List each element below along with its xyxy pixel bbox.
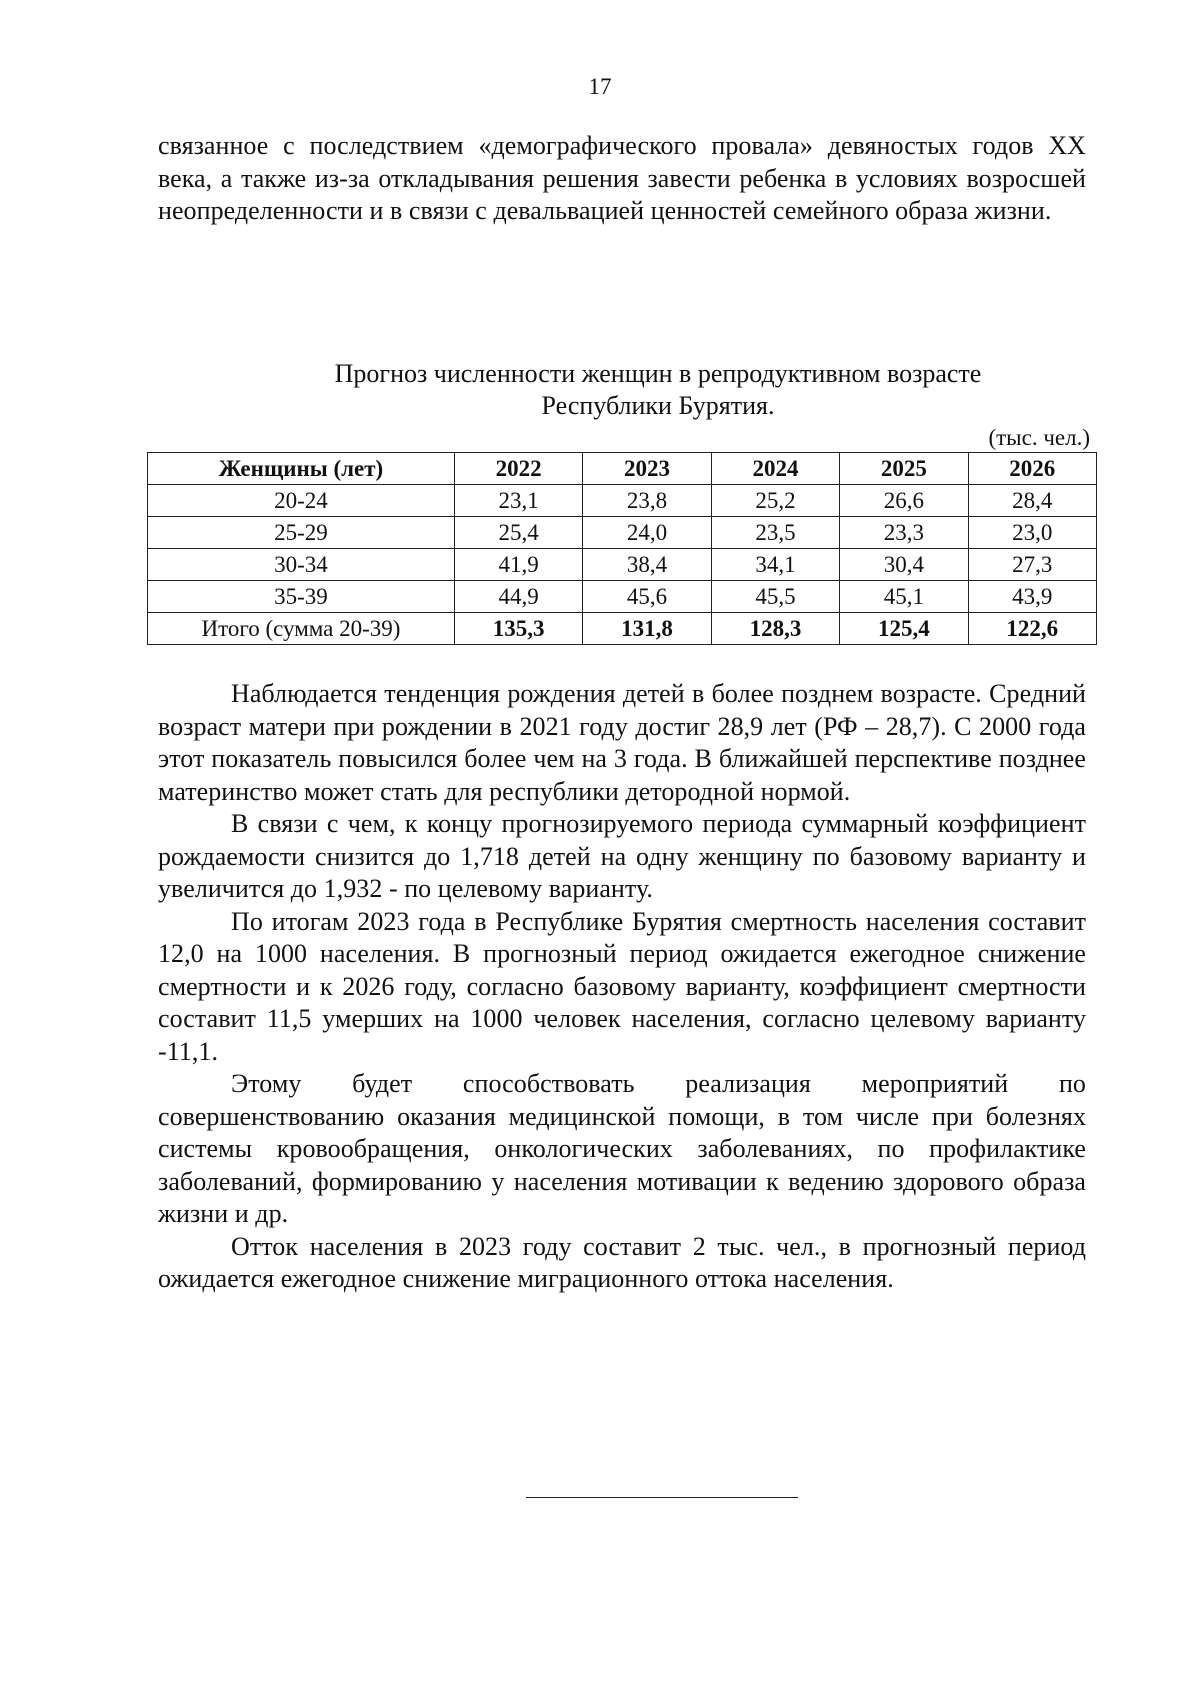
header-age-group: Женщины (лет)	[148, 453, 455, 485]
table-cell: 23,8	[583, 485, 711, 517]
header-year-2026: 2026	[968, 453, 1096, 485]
table-cell: 34,1	[711, 549, 839, 581]
table-cell: 23,3	[840, 517, 968, 549]
table-cell: 28,4	[968, 485, 1096, 517]
paragraph-mortality: По итогам 2023 года в Республике Бурятия смертность населения составит 12,0 на 1000 населения. В прогнозный период ожидается ежегодное снижение смертности и к 2026 году, согласно базовому варианту, коэффициент смертности составит 11,5 умерших на 1000 человек населения, согласно целевому варианту -11,1.	[158, 906, 1086, 1066]
row-label: 35-39	[148, 581, 455, 613]
table-caption-line-1: Прогноз численности женщин в репродуктивном возрасте	[334, 359, 982, 388]
header-year-2024: 2024	[711, 453, 839, 485]
body-text-block	[158, 678, 1086, 1296]
table-cell: 41,9	[454, 549, 582, 581]
table-cell: 43,9	[968, 581, 1096, 613]
footer-divider-line	[526, 1497, 798, 1498]
table-caption-line-2: Республики Бурятия.	[541, 391, 775, 420]
row-label: 20-24	[148, 485, 455, 517]
table-row	[148, 485, 1097, 517]
table-cell: 26,6	[840, 485, 968, 517]
table-row	[148, 549, 1097, 581]
table-cell: 45,5	[711, 581, 839, 613]
paragraph-late-motherhood: Наблюдается тенденция рождения детей в более позднем возрасте. Средний возраст матери при рождении в 2021 году достиг 28,9 лет (РФ – 28,7). С 2000 года этот показатель повысился более чем на 3 года. В ближайшей перспективе позднее материнство может стать для республики детородной нормой.	[158, 679, 1086, 806]
table-cell: 23,5	[711, 517, 839, 549]
total-cell: 125,4	[840, 613, 968, 645]
table-total-row	[148, 613, 1097, 645]
table-cell: 44,9	[454, 581, 582, 613]
total-cell: 131,8	[583, 613, 711, 645]
intro-paragraph: связанное с последствием «демографического провала» девяностых годов XX века, а также из-за откладывания решения завести ребенка в условиях возросшей неопределенности и в связи с девальвацией ценностей семейного образа жизни.	[158, 131, 1086, 225]
table-cell: 23,0	[968, 517, 1096, 549]
row-label: 30-34	[148, 549, 455, 581]
table-cell: 24,0	[583, 517, 711, 549]
women-forecast-table	[147, 452, 1097, 645]
total-cell: 128,3	[711, 613, 839, 645]
header-year-2022: 2022	[454, 453, 582, 485]
table-row	[148, 581, 1097, 613]
row-label: 25-29	[148, 517, 455, 549]
paragraph-migration: Отток населения в 2023 году составит 2 тыс. чел., в прогнозный период ожидается ежегодное снижение миграционного оттока населения.	[158, 1231, 1086, 1293]
table-cell: 45,1	[840, 581, 968, 613]
paragraph-fertility-rate: В связи с чем, к концу прогнозируемого периода суммарный коэффициент рождаемости снизится до 1,718 детей на одну женщину по базовому варианту и увеличится до 1,932 - по целевому варианту.	[158, 809, 1086, 903]
table-cell: 23,1	[454, 485, 582, 517]
page-number: 17	[588, 74, 612, 99]
table-cell: 25,2	[711, 485, 839, 517]
header-year-2025: 2025	[840, 453, 968, 485]
table-header-row	[148, 453, 1097, 485]
table-cell: 30,4	[840, 549, 968, 581]
table-row	[148, 517, 1097, 549]
table-unit-label: (тыс. чел.)	[988, 425, 1090, 450]
total-row-label: Итого (сумма 20-39)	[148, 613, 455, 645]
table-cell: 38,4	[583, 549, 711, 581]
table-cell: 45,6	[583, 581, 711, 613]
table-cell: 27,3	[968, 549, 1096, 581]
header-year-2023: 2023	[583, 453, 711, 485]
paragraph-healthcare-measures: Этому будет способствовать реализация мероприятий по совершенствованию оказания медицинской помощи, в том числе при болезнях системы кровообращения, онкологических заболеваниях, по профилактике заболеваний, формированию у населения мотивации к ведению здорового образа жизни и др.	[158, 1069, 1086, 1228]
table-cell: 25,4	[454, 517, 582, 549]
total-cell: 122,6	[968, 613, 1096, 645]
table-caption	[158, 358, 1158, 422]
intro-paragraph-block	[158, 130, 1086, 228]
total-cell: 135,3	[454, 613, 582, 645]
